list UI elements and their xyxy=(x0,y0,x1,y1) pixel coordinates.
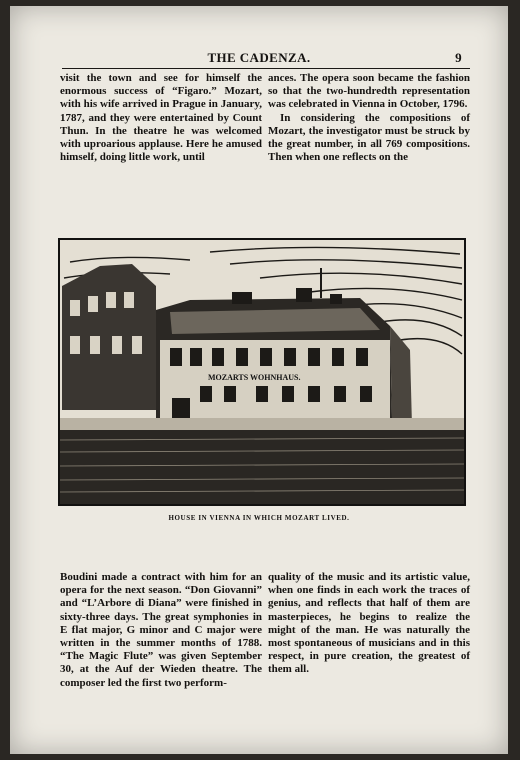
running-head xyxy=(10,50,508,66)
paragraph: ances. The opera soon became the fashion so that the two-hundredth representation was celebrated in Vienna in October, 1796. xyxy=(268,72,470,111)
magazine-page xyxy=(10,6,508,754)
top-left-column xyxy=(60,72,262,164)
house-engraving xyxy=(60,240,464,504)
page-number: 9 xyxy=(455,50,462,65)
top-right-column xyxy=(268,72,470,164)
paragraph: quality of the music and its artistic value, when one finds in each work the traces of genius, and reflects that half of them are masterpieces, he begins to realize the might of the man. He was naturally the most spontaneous of musicians and in this respect, in pure creation, the greatest of them all. xyxy=(268,571,470,676)
paragraph: Boudini made a contract with him for an opera for the next season. “Don Giovanni” and “L’Arbore di Diana” were finished in sixty-three days. The great symphonies in E flat major, G minor and C major were written in the summer months of 1788. “The Magic Flute” was given September 30, at the Auf der Wieden theatre. The composer led the first two perform- xyxy=(60,571,262,689)
bottom-right-column xyxy=(268,571,470,677)
paragraph: visit the town and see for himself the enormous success of “Figaro.” Mozart, with his wife arrived in Prague in January, 1787, and they were entertained by Count Thun. In the theatre he was welcomed with uproarious applause. Here he amused himself, doing little work, until xyxy=(60,72,262,164)
figure-caption: HOUSE IN VIENNA IN WHICH MOZART LIVED. xyxy=(168,514,350,522)
running-head-title: THE CADENZA. xyxy=(207,50,311,65)
paragraph: In considering the compositions of Mozart, the investigator must be struck by the great number, in all 769 compositions. Then when one reflects on the xyxy=(268,111,470,164)
street xyxy=(60,430,464,504)
bottom-left-column xyxy=(60,571,262,690)
header-rule xyxy=(62,68,470,69)
engraving-figure xyxy=(58,238,466,506)
building-sign: MOZARTS WOHNHAUS. xyxy=(208,373,301,382)
